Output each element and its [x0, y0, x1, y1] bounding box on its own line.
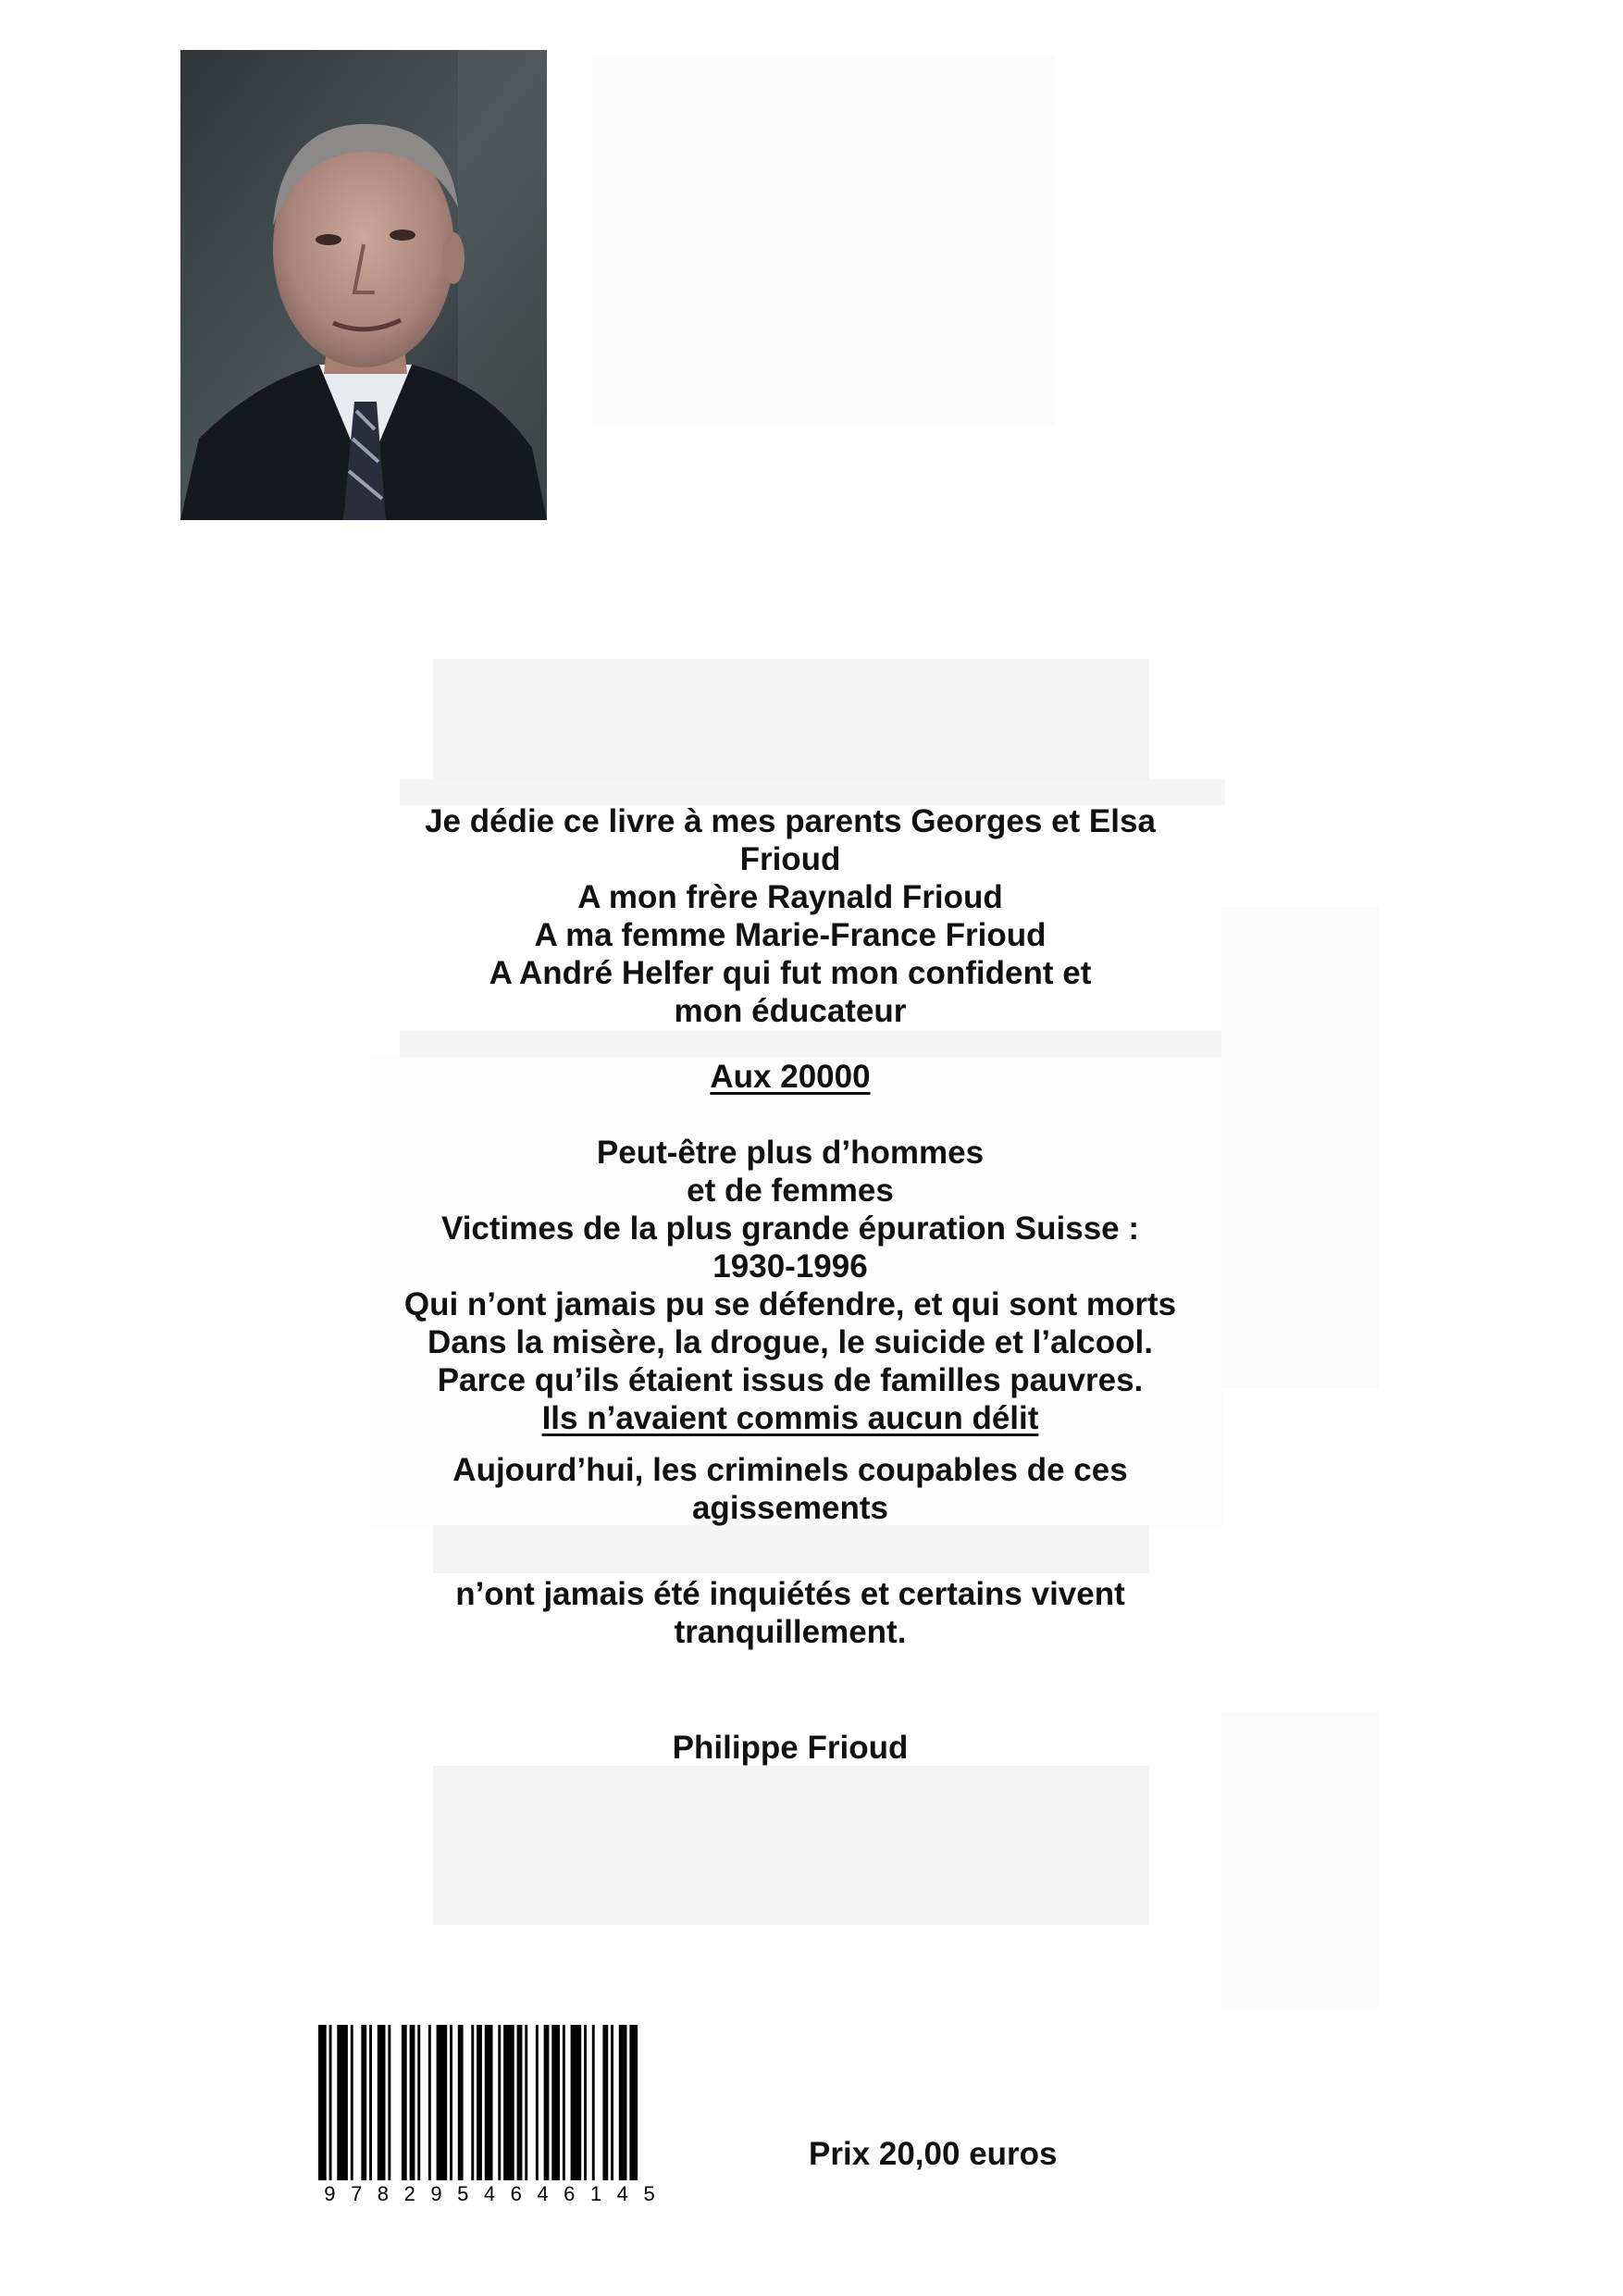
background-tint — [592, 56, 1055, 426]
dedication-line: A André Helfer qui fut mon confident et — [489, 955, 1092, 991]
barcode-bar — [592, 2025, 595, 2180]
background-tint — [400, 1031, 1225, 1057]
barcode-bar — [437, 2025, 448, 2180]
barcode-digit: 5 — [643, 2182, 655, 2205]
tribute-final — [370, 1575, 1210, 1651]
dedication-line: A mon frère Raynald Frioud — [577, 879, 1003, 915]
tribute-heading-block — [370, 1058, 1210, 1096]
background-tint — [433, 1525, 1149, 1573]
price-label: Prix 20,00 euros — [809, 2136, 1058, 2172]
tribute-line: et de femmes — [687, 1173, 894, 1209]
tribute-line: Victimes de la plus grande épuration Suisse : — [440, 1210, 1140, 1247]
isbn-barcode — [315, 2025, 670, 2206]
barcode-bar — [378, 2025, 386, 2180]
tribute-closing — [370, 1451, 1210, 1527]
author-signature-block — [370, 1729, 1210, 1767]
barcode-bar — [351, 2025, 353, 2180]
barcode-digit: 9 — [324, 2182, 336, 2205]
dedication-line: mon éducateur — [674, 993, 907, 1029]
barcode-bar — [428, 2025, 431, 2180]
barcode-bar — [369, 2025, 372, 2180]
tribute-line: Dans la misère, la drogue, le suicide et l’alcool. — [427, 1324, 1153, 1360]
barcode-digit: 4 — [537, 2182, 549, 2205]
background-tint — [433, 659, 1149, 779]
tribute-line: Peut-être plus d’hommes — [596, 1135, 985, 1171]
background-tint — [1221, 907, 1379, 1388]
barcode-bar — [361, 2025, 366, 2180]
barcode-bar — [458, 2025, 464, 2180]
author-photo — [180, 50, 547, 520]
tribute-line: Qui n’ont jamais pu se défendre, et qui sont morts — [403, 1286, 1177, 1322]
barcode-bar — [388, 2025, 390, 2180]
barcode-bar — [584, 2025, 587, 2180]
barcode-bar — [337, 2025, 348, 2180]
barcode-bar — [551, 2025, 560, 2180]
barcode-bar — [619, 2025, 627, 2180]
barcode-bar — [503, 2025, 514, 2180]
dedication-line: Frioud — [739, 841, 841, 877]
barcode-digit: 1 — [589, 2182, 602, 2205]
tribute-line: 1930-1996 — [712, 1248, 868, 1285]
barcode-bar — [471, 2025, 474, 2180]
barcode-digit: 6 — [510, 2182, 522, 2205]
barcode-bar — [417, 2025, 420, 2180]
tribute-final-line: n’ont jamais été inquiétés et certains vivent — [455, 1576, 1125, 1612]
barcode-bar — [402, 2025, 407, 2180]
barcode-digit: 2 — [403, 2182, 415, 2205]
barcode-bar — [450, 2025, 452, 2180]
tribute-line: Parce qu’ils étaient issus de familles pauvres. — [437, 1362, 1144, 1398]
tribute-text — [370, 1134, 1210, 1437]
barcode-bar — [536, 2025, 539, 2180]
barcode-bar — [410, 2025, 415, 2180]
barcode-bar — [318, 2025, 327, 2180]
barcode-digit: 9 — [430, 2182, 442, 2205]
barcode-digit: 7 — [351, 2182, 363, 2205]
barcode-bar — [563, 2025, 565, 2180]
tribute-heading: Aux 20000 — [710, 1059, 871, 1095]
tribute-emphasis: Ils n’avaient commis aucun délit — [541, 1400, 1039, 1436]
barcode-bar — [611, 2025, 613, 2180]
barcode-bar — [602, 2025, 608, 2180]
barcode-bar — [498, 2025, 501, 2180]
author-signature: Philippe Frioud — [672, 1730, 909, 1766]
barcode-bar — [629, 2025, 638, 2180]
barcode-bar — [477, 2025, 482, 2180]
barcode-bar — [485, 2025, 493, 2180]
background-tint — [1221, 1712, 1379, 2008]
tribute-closing-line: Aujourd’hui, les criminels coupables de ces — [452, 1452, 1128, 1488]
barcode-bar — [329, 2025, 332, 2180]
barcode-bar — [517, 2025, 523, 2180]
barcode-digit: 4 — [483, 2182, 496, 2205]
barcode-bar — [525, 2025, 527, 2180]
barcode-digit: 6 — [564, 2182, 576, 2205]
dedication-line: Je dédie ce livre à mes parents Georges et Elsa — [425, 803, 1156, 839]
background-tint — [433, 1766, 1149, 1925]
barcode-bar — [571, 2025, 582, 2180]
tribute-final-line: tranquillement. — [674, 1614, 907, 1650]
dedication — [370, 802, 1210, 1030]
barcode-digit: 8 — [377, 2182, 390, 2205]
dedication-line: A ma femme Marie-France Frioud — [534, 917, 1047, 953]
barcode-digit: 4 — [616, 2182, 628, 2205]
barcode-digit: 5 — [457, 2182, 469, 2205]
barcode-bar — [544, 2025, 550, 2180]
background-tint — [400, 779, 1225, 805]
tribute-closing-line: agissements — [691, 1490, 889, 1526]
